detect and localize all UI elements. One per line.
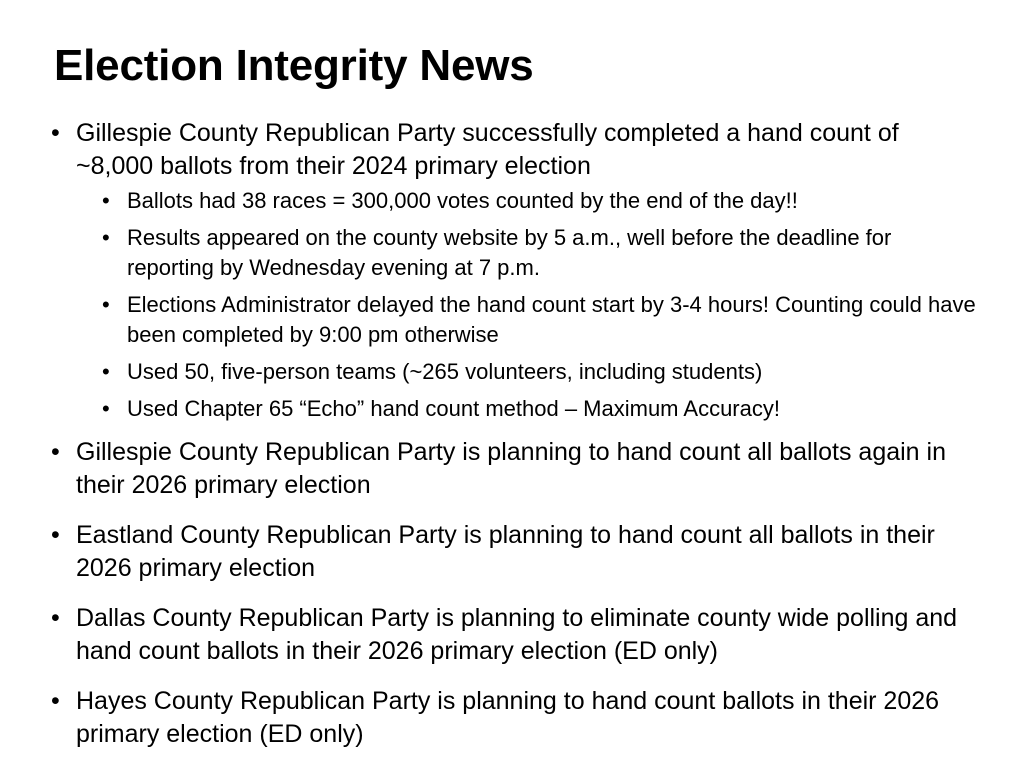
sub-bullet-item: • Used Chapter 65 “Echo” hand count method – Maximum Accuracy!	[76, 394, 978, 424]
bullet-text: Gillespie County Republican Party successfully completed a hand count of ~8,000 ballots from their 2024 primary election	[76, 119, 899, 180]
bullet-item	[48, 519, 978, 585]
bullet-item	[48, 436, 978, 502]
bullet-item	[48, 117, 978, 424]
bullet-text: Gillespie County Republican Party is planning to hand count all ballots again in their 2026 primary election	[76, 438, 946, 499]
slide-title: Election Integrity News	[54, 41, 534, 90]
sub-bullet-item: • Results appeared on the county website by 5 a.m., well before the deadline for reporting by Wednesday evening at 7 p.m.	[76, 223, 978, 283]
sub-bullet-item: • Ballots had 38 races = 300,000 votes counted by the end of the day!!	[76, 186, 978, 216]
sub-bullet-item: • Elections Administrator delayed the hand count start by 3-4 hours! Counting could have been completed by 9:00 pm otherwise	[76, 290, 978, 350]
bullet-text: Hayes County Republican Party is planning to hand count ballots in their 2026 primary election (ED only)	[76, 687, 940, 748]
bullet-text: Dallas County Republican Party is planning to eliminate county wide polling and hand count ballots in their 2026 primary election (ED only)	[76, 604, 958, 665]
bullet-item	[48, 685, 978, 751]
bullet-item	[48, 602, 978, 668]
bullet-list	[48, 117, 978, 768]
sub-bullet-list	[76, 186, 978, 424]
sub-bullet-item: • Used 50, five-person teams (~265 volunteers, including students)	[76, 357, 978, 387]
bullet-text: Eastland County Republican Party is planning to hand count all ballots in their 2026 primary election	[76, 521, 935, 582]
